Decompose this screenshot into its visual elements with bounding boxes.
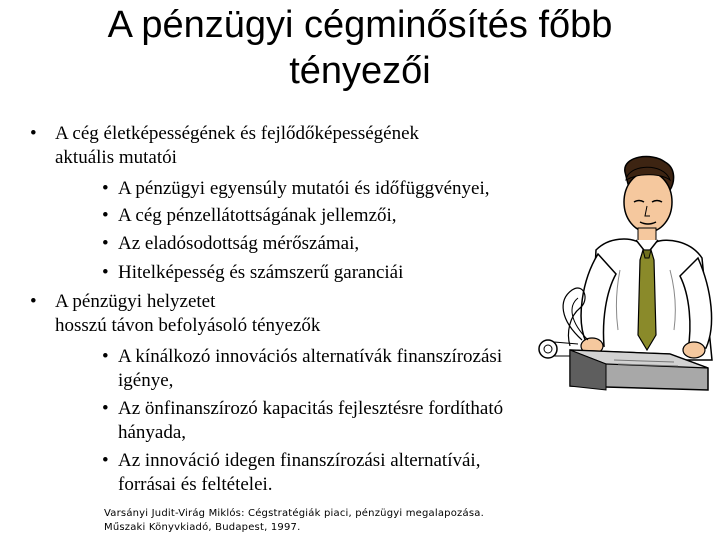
bullet-1-line-1: A cég életképességének és fejlődőképességének <box>55 123 420 144</box>
citation <box>104 507 484 535</box>
bullet-2-line-1: A pénzügyi helyzetet <box>55 291 216 312</box>
bullet-1-sub-2: A cég pénzellátottságának jellemzői, <box>118 205 397 226</box>
sub-bullet-marker: • <box>102 346 109 367</box>
sub-bullet-marker: • <box>102 450 109 471</box>
bullet-1-sub-1: A pénzügyi egyensúly mutatói és időfüggvényei, <box>118 178 490 199</box>
sub-bullet-marker: • <box>102 398 109 419</box>
bullet-1-line-2: aktuális mutatói <box>55 147 177 168</box>
bullet-marker: • <box>30 123 37 144</box>
bullet-2-sub-1-line-1: A kínálkozó innovációs alternatívák finanszírozási <box>118 346 503 367</box>
title-line-2: tényezői <box>289 50 431 92</box>
title-line-1: A pénzügyi cégminősítés főbb <box>107 4 613 46</box>
bullet-1-sub-4: Hitelképesség és számszerű garanciái <box>118 262 404 283</box>
bullet-marker: • <box>30 291 37 312</box>
sub-bullet-marker: • <box>102 178 109 199</box>
bullet-2-sub-2-line-2: hányada, <box>118 422 187 443</box>
citation-line-1: Varsányi Judit-Virág Miklós: Cégstratégiák piaci, pénzügyi megalapozása. <box>104 508 484 519</box>
bullet-2-sub-1-line-2: igénye, <box>118 370 174 391</box>
bullet-1-sub-3: Az eladósodottság mérőszámai, <box>118 233 360 254</box>
sub-bullet-marker: • <box>102 233 109 254</box>
sub-bullet-marker: • <box>102 262 109 283</box>
bullet-2-sub-2-line-1: Az önfinanszírozó kapacitás fejlesztésre fordítható <box>118 398 504 419</box>
bullet-2-line-2: hosszú távon befolyásoló tényezők <box>55 315 321 336</box>
bullet-2-sub-3-line-2: forrásai és feltételei. <box>118 474 273 495</box>
businessman-at-calculator-icon <box>530 150 720 395</box>
bullet-2-sub-3-line-1: Az innováció idegen finanszírozási alternatívái, <box>118 450 481 471</box>
citation-line-2: Műszaki Könyvkiadó, Budapest, 1997. <box>104 522 301 533</box>
sub-bullet-marker: • <box>102 205 109 226</box>
